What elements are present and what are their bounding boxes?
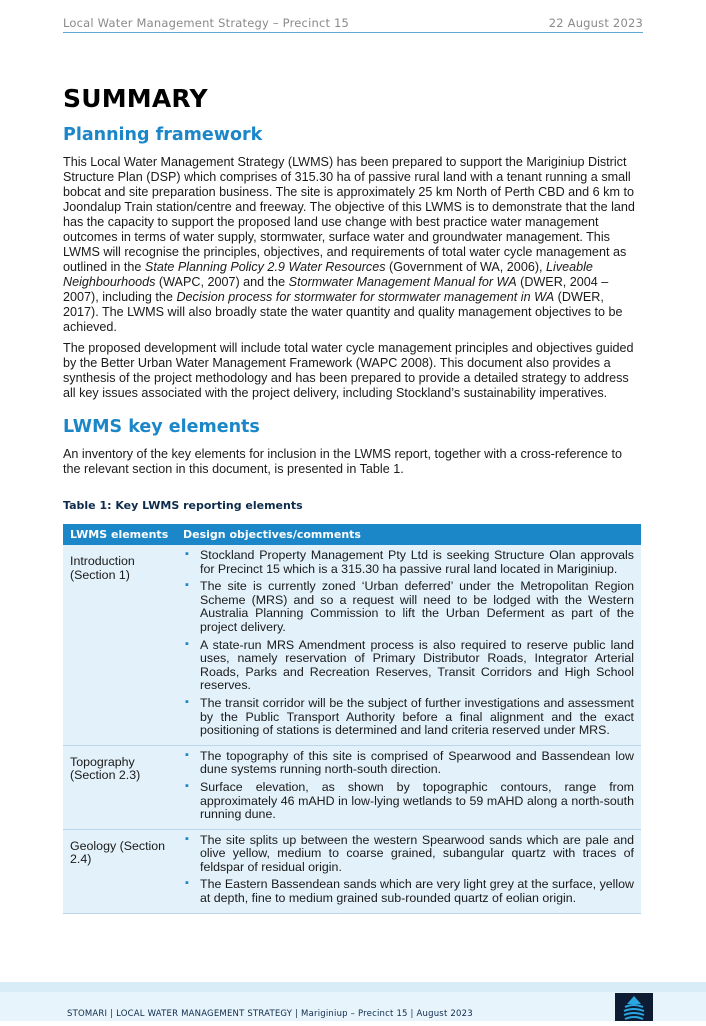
comments-cell	[183, 745, 641, 829]
comments-cell	[183, 829, 641, 913]
running-header	[63, 14, 643, 33]
table-row	[63, 745, 641, 829]
footer-text: STOMARI | LOCAL WATER MANAGEMENT STRATEGY | Mariginiup – Precinct 15 | August 2023	[67, 1009, 473, 1019]
square-bullet-icon: ▪	[185, 748, 189, 761]
header-document-title: Local Water Management Strategy – Precinct 15	[63, 16, 350, 30]
square-bullet-icon: ▪	[185, 877, 189, 890]
section-heading-lwms: LWMS key elements	[63, 417, 260, 437]
bullet-item: ▪ The site is currently zoned ‘Urban deferred’ under the Metropolitan Region Scheme (MRS) and so a request will need to be lodged with the Western Australia Planning Commission to lift the Urban Deferment as part of the project delivery.	[185, 579, 634, 634]
water-drop-logo-icon	[615, 993, 653, 1021]
table-row	[63, 545, 641, 745]
paragraph-development: The proposed development will include total water cycle management principles and objectives guided by the Better Urban Water Management Framework (WAPC 2008). This document also provides a synthesis of the project methodology and has been prepared to provide a detailed strategy to address all key issues associated with the project delivery, including Stockland’s sustainability imperatives.	[63, 341, 634, 400]
bullet-item: ▪ The Eastern Bassendean sands which are very light grey at the surface, yellow at depth, fine to medium grained sub-rounded quartz of eolian origin.	[185, 877, 634, 906]
element-cell: Introduction (Section 1)	[63, 545, 183, 745]
table-header-row	[63, 524, 641, 545]
element-cell: Topography (Section 2.3)	[63, 745, 183, 829]
bullet-item: ▪ The topography of this site is comprised of Spearwood and Bassendean low dune systems running north-south direction.	[185, 748, 634, 777]
square-bullet-icon: ▪	[185, 548, 189, 560]
element-cell: Geology (Section 2.4)	[63, 829, 183, 913]
bullet-item: ▪ A state-run MRS Amendment process is also required to reserve public land uses, namely reservation of Primary Distributor Roads, Integrator Arterial Roads, Parks and Recreation Reserves, Transit Corridors and High School reserves.	[185, 637, 634, 693]
section-heading-planning: Planning framework	[63, 125, 263, 145]
square-bullet-icon: ▪	[185, 637, 189, 650]
table-caption: Table 1: Key LWMS reporting elements	[63, 499, 303, 512]
table-header-cell: Design objectives/comments	[183, 524, 641, 545]
square-bullet-icon: ▪	[185, 779, 189, 792]
comments-cell	[183, 545, 641, 745]
bullet-item: ▪ Stockland Property Management Pty Ltd is seeking Structure Olan approvals for Precinct 15 which is a 315.30 ha passive rural land located in Mariginiup.	[185, 548, 634, 576]
paragraph-inventory: An inventory of the key elements for inclusion in the LWMS report, together with a cross-reference to the relevant section in this document, is presented in Table 1.	[63, 447, 623, 476]
table-header-cell: LWMS elements	[63, 524, 183, 545]
page-content	[63, 84, 641, 914]
paragraph-intro: This Local Water Management Strategy (LWMS) has been prepared to support the Mariginiup District Structure Plan (DSP) which comprises of 315.30 ha of passive rural land with a tenant running a small bobcat and site preparation business. The site is approximately 25 km North of Perth CBD and 6 km to Joondalup Train station/centre and freeway. The objective of this LWMS is to demonstrate that the land has the capacity to support the proposed land use change with best practice water management outcomes in terms of water supply, stormwater, surface water and groundwater management. This LWMS will recognise the principles, objectives, and requirements of total water cycle management as outlined in the State Planning Policy 2.9 Water Resources (Government of WA, 2006), Liveable Neighbourhoods (WAPC, 2007) and the Stormwater Management Manual for WA (DWER, 2004 – 2007), including the Decision process for stormwater for stormwater management in WA (DWER, 2017). The LWMS will also broadly state the water quantity and quality management objectives to be achieved.	[63, 155, 635, 334]
page-title: SUMMARY	[63, 84, 208, 113]
table-row	[63, 829, 641, 913]
lwms-elements-table	[63, 524, 641, 914]
bullet-item: ▪ Surface elevation, as shown by topographic contours, range from approximately 46 mAHD in low-lying wetlands to 59 mAHD along a north-south running dune.	[185, 779, 634, 822]
bullet-item: ▪ The transit corridor will be the subject of further investigations and assessment by the Public Transport Authority before a final alignment and the exact positioning of stations is determined and land criteria reserved under MRS.	[185, 695, 634, 738]
square-bullet-icon: ▪	[185, 832, 189, 845]
header-date: 22 August 2023	[548, 16, 643, 30]
footer-band	[0, 982, 706, 992]
square-bullet-icon: ▪	[185, 695, 189, 708]
bullet-item: ▪ The site splits up between the western Spearwood sands which are pale and olive yellow, medium to coarse grained, subangular quartz with traces of feldspar of residual origin.	[185, 832, 634, 874]
square-bullet-icon: ▪	[185, 579, 189, 592]
